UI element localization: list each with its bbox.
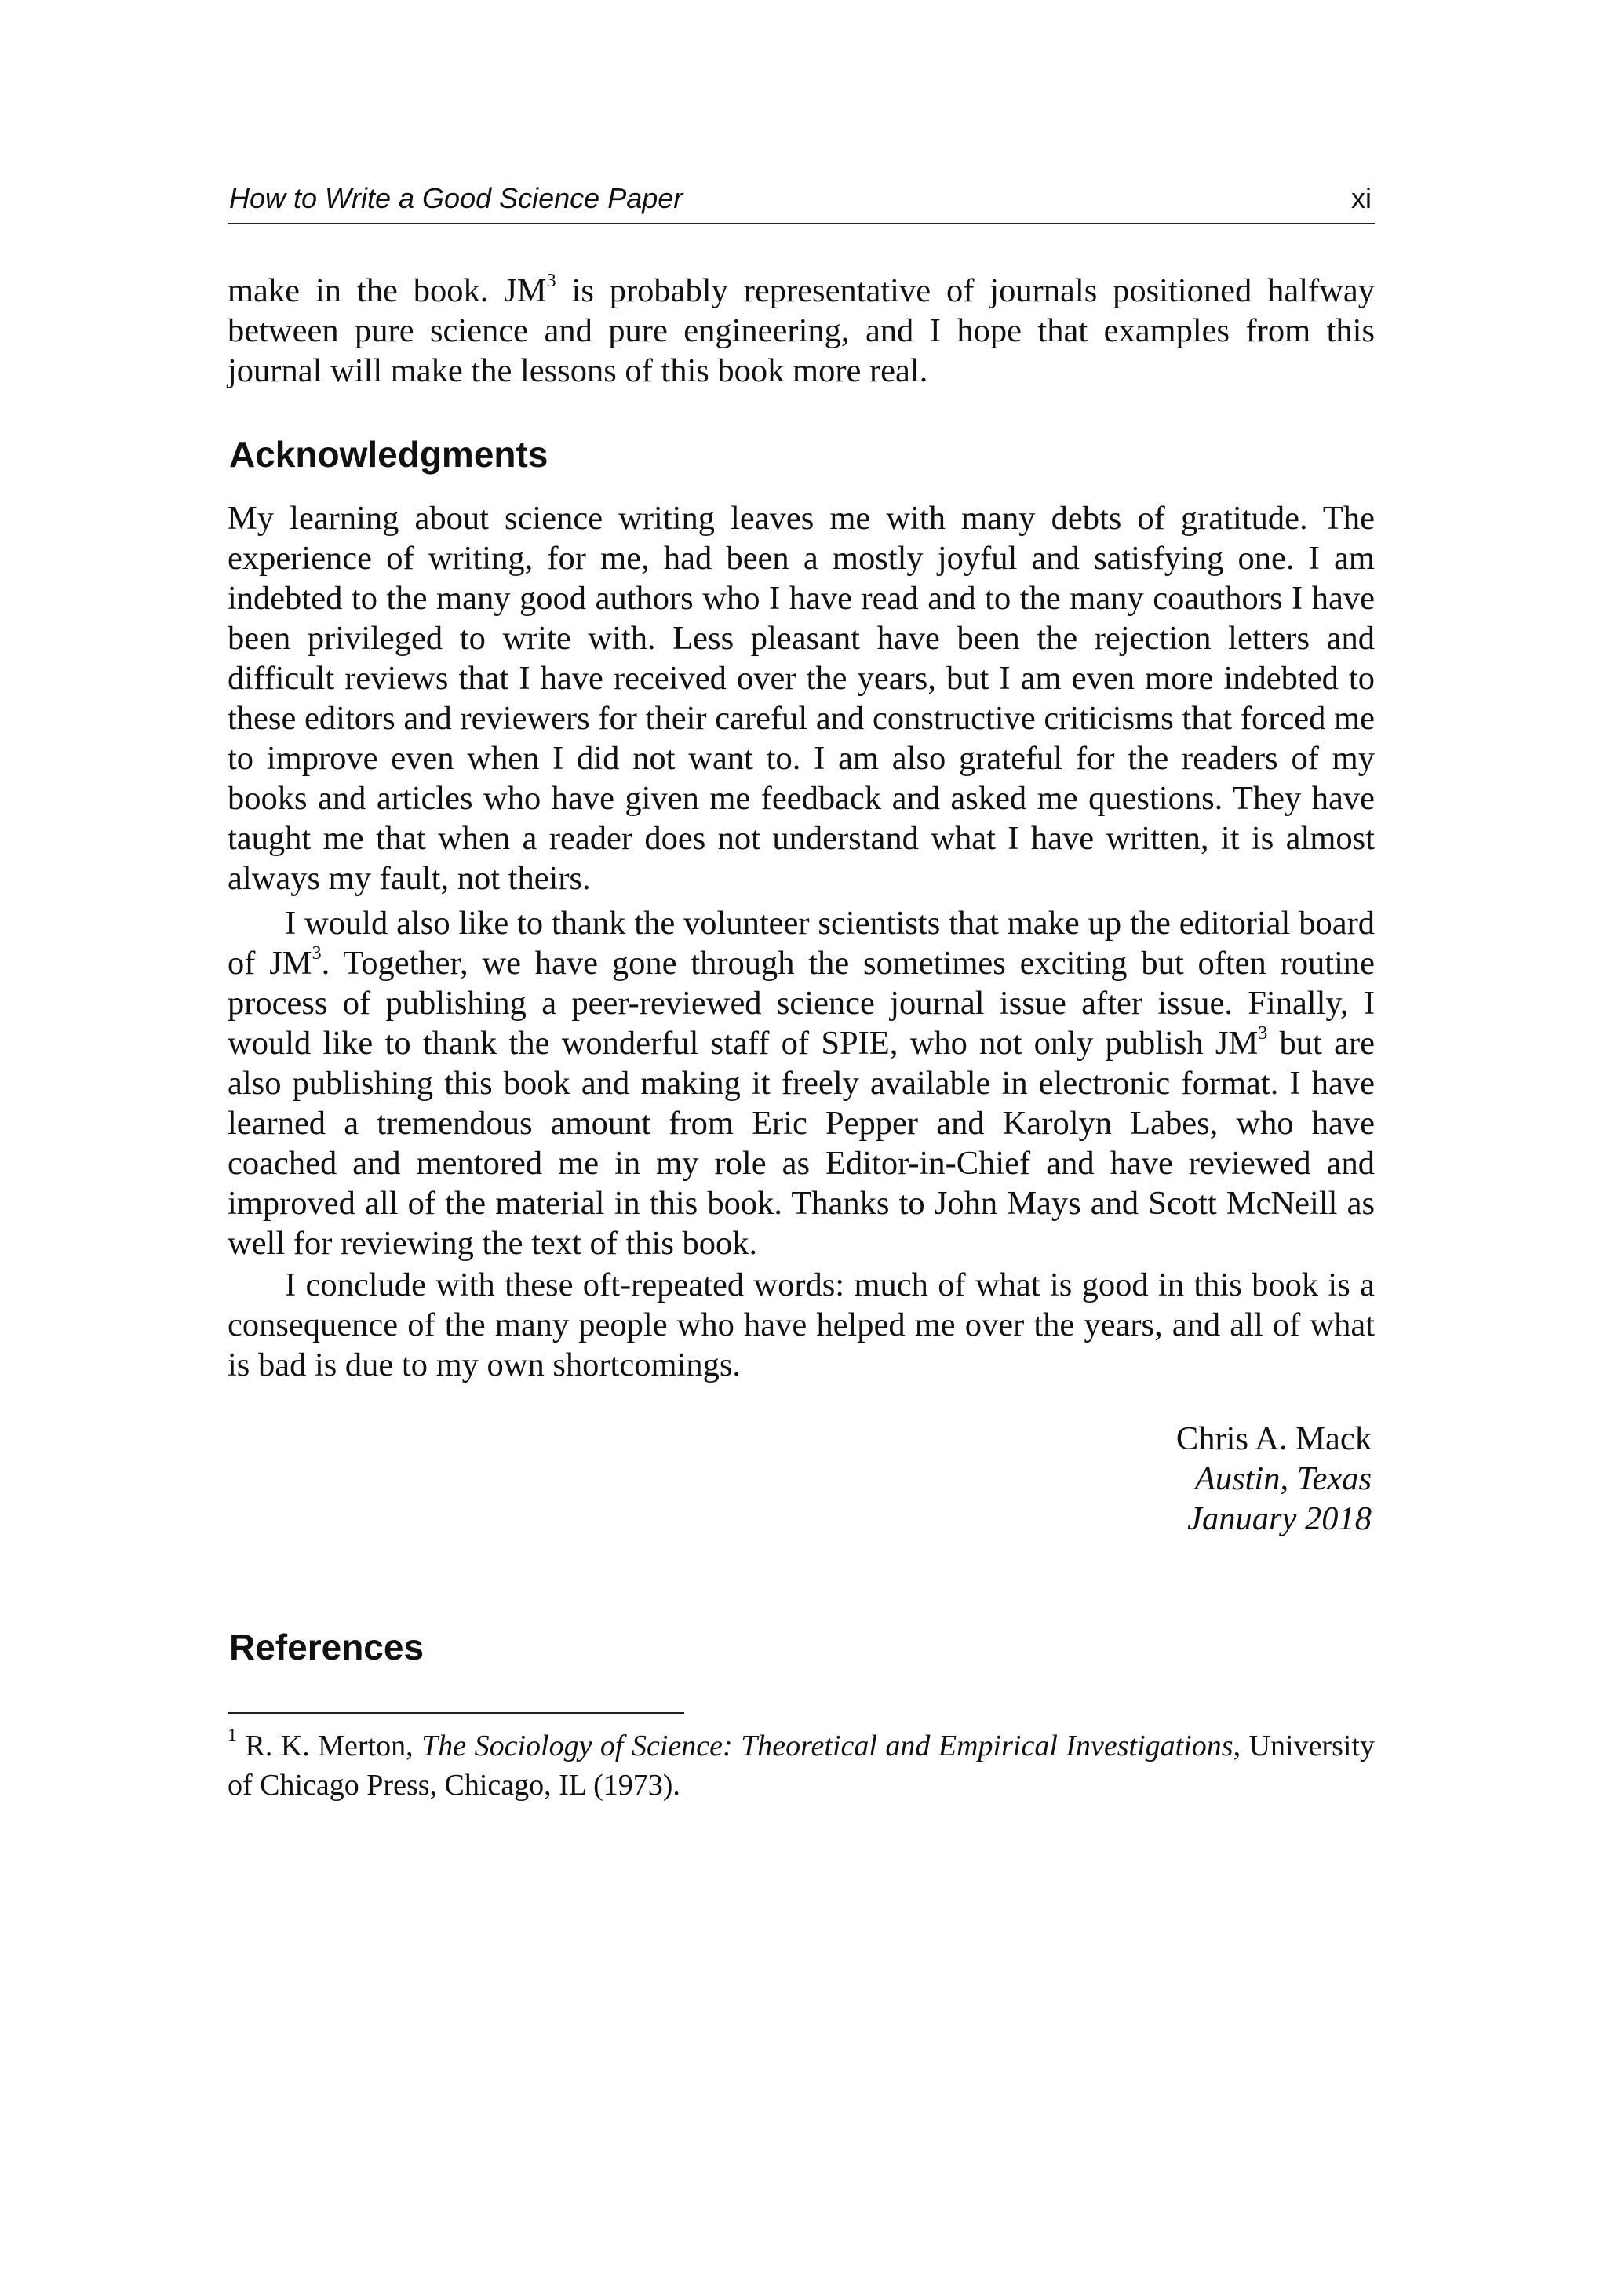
paragraph-2-text-b: . Together, we have gone through the sometimes exciting but often routine process of publishing a peer-reviewed science journal issue after issue. Finally, I would like to thank the wonderful staff of SPIE, who not only publish JM [228, 945, 1375, 1062]
acknowledgments-paragraph-1: My learning about science writing leaves me with many debts of gratitude. The experience of writing, for me, had been a mostly joyful and satisfying one. I am indebted to the many good authors who I have read and to the many coauthors I have been privileged to write with. Less pleasant have been the rejection letters and difficult reviews that I have received over the years, but I am even more indebted to these editors and reviewers for their careful and constructive criticisms that forced me to improve even when I did not want to. I am also grateful for the readers of my books and articles who have given me feedback and asked me questions. They have taught me that when a reader does not understand what I have written, it is almost always my fault, not theirs. [228, 500, 1375, 897]
intro-paragraph [228, 271, 1375, 391]
signature-date: January 2018 [1187, 1500, 1372, 1537]
intro-text-end: is probably representative of journals positioned halfway between pure science and pure engineering, and I hope that examples from this journal will make the lessons of this book more real. [228, 272, 1376, 389]
footnote-divider [228, 1712, 684, 1714]
footnote [228, 1726, 1375, 1805]
acknowledgments-paragraph-2 [228, 903, 1375, 1263]
signature-name: Chris A. Mack [1175, 1420, 1372, 1457]
references-heading: References [229, 1627, 425, 1667]
signature-block [1176, 1419, 1372, 1539]
footnote-author: R. K. Merton, [237, 1729, 422, 1762]
footnote-book-title: The Sociology of Science: Theoretical and Empirical Investigations [421, 1729, 1233, 1762]
paragraph-2-text-a: I would also like to thank the volunteer scientists that make up the editorial board of JM [228, 905, 1375, 982]
book-page [228, 0, 1375, 2296]
acknowledgments-heading: Acknowledgments [229, 434, 548, 475]
superscript: 3 [546, 270, 556, 291]
superscript: 3 [312, 942, 322, 964]
intro-text-start: make in the book. JM [228, 272, 547, 309]
superscript: 3 [1258, 1022, 1268, 1044]
footnote-publisher: , University of Chicago Press, Chicago, IL (1973). [228, 1729, 1375, 1802]
paragraph-2-text-c: but are also publishing this book and making it freely available in electronic format. I have learned a tremendous amount from Eric Pepper and Karolyn Labes, who have coached and mentored me in my role as Editor-in-Chief and have reviewed and improved all of the material in this book. Thanks to John Mays and Scott McNeill as well for reviewing the text of this book. [228, 1025, 1375, 1262]
signature-location: Austin, Texas [1194, 1460, 1372, 1497]
footnote-number: 1 [228, 1726, 237, 1747]
acknowledgments-paragraph-3: I conclude with these oft-repeated words: much of what is good in this book is a consequence of the many people who have helped me over the years, and all of what is bad is due to my own shortcomings. [228, 1266, 1375, 1383]
running-header [228, 177, 1375, 224]
page-number: xi [1351, 182, 1372, 214]
running-title: How to Write a Good Science Paper [229, 182, 683, 214]
